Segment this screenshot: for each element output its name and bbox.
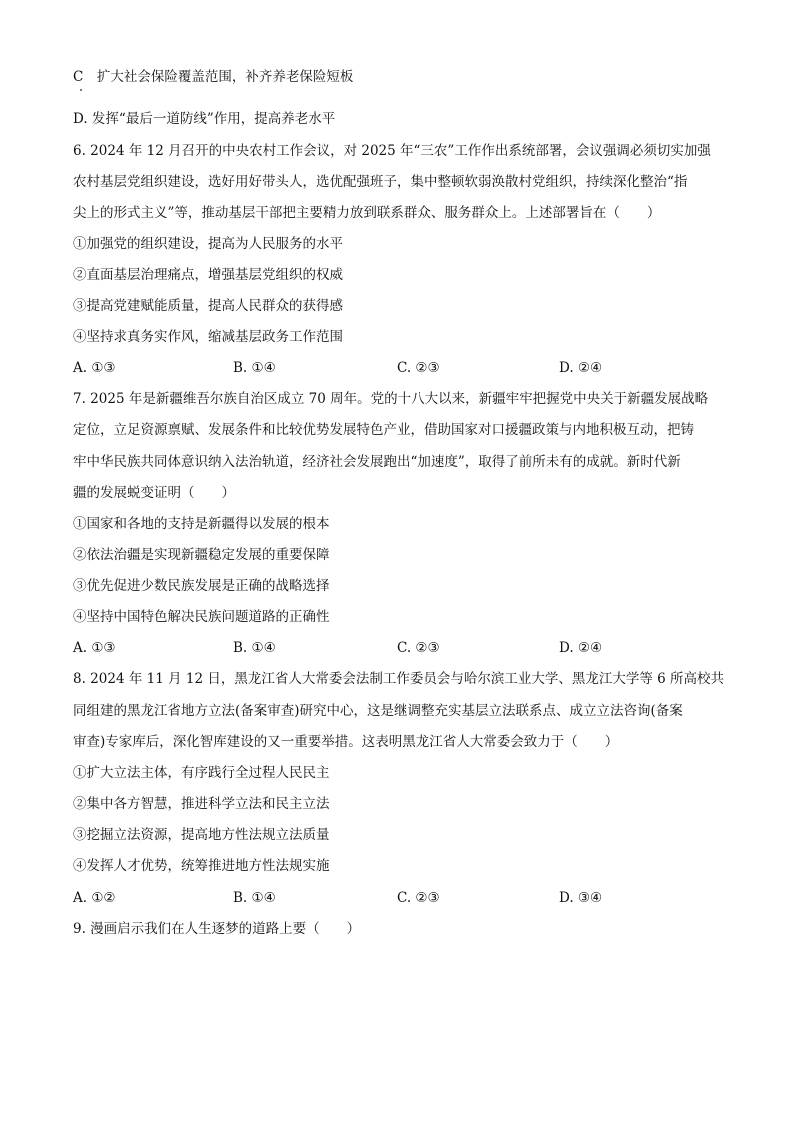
- q6-statement-4: ④坚持求真务实作风，缩减基层政务工作范围: [73, 329, 343, 345]
- q6-option-c[interactable]: C. ②③: [397, 360, 440, 376]
- q7-stem-line: 牢中华民族共同体意识纳入法治轨道，经济社会发展跑出“加速度”，取得了前所未有的成就。新时代新: [73, 454, 681, 470]
- q7-option-b[interactable]: B. ①④: [233, 640, 276, 656]
- q6-stem-line: 农村基层党组织建设，选好用好带头人，选优配强班子，集中整顿软弱涣散村党组织，持续深化整治“指: [73, 174, 688, 190]
- q8-statement-3: ③挖掘立法资源，提高地方性法规立法质量: [73, 827, 330, 843]
- q7-option-a[interactable]: A. ①③: [73, 640, 116, 656]
- q7-stem-line: 定位，立足资源禀赋、发展条件和比较优势发展特色产业，借助国家对口援疆政策与内地积极互动，把铸: [73, 422, 694, 438]
- q8-statement-2: ②集中各方智慧，推进科学立法和民主立法: [73, 796, 330, 812]
- q7-stem-line: 7. 2025 年是新疆维吾尔族自治区成立 70 周年。党的十八大以来，新疆牢牢把握党中央关于新疆发展战略: [73, 391, 709, 407]
- q7-options: [73, 639, 723, 657]
- prev-option-c: C 扩大社会保险覆盖范围，补齐养老保险短板: [73, 69, 354, 85]
- q7-statement-4: ④坚持中国特色解决民族问题道路的正确性: [73, 609, 330, 625]
- q6-option-a[interactable]: A. ①③: [73, 360, 116, 376]
- q8-statement-4: ④发挥人才优势，统筹推进地方性法规实施: [73, 858, 330, 874]
- q8-statement-1: ①扩大立法主体，有序践行全过程人民民主: [73, 765, 330, 781]
- q6-statement-2: ②直面基层治理痛点，增强基层党组织的权威: [73, 267, 343, 283]
- q8-option-b[interactable]: B. ①④: [233, 890, 276, 906]
- q6-statement-3: ③提高党建赋能质量，提高人民群众的获得感: [73, 298, 343, 314]
- q6-option-d[interactable]: D. ②④: [559, 360, 603, 376]
- q8-option-d[interactable]: D. ③④: [559, 890, 603, 906]
- q8-stem-line: 同组建的黑龙江省地方立法(备案审查)研究中心，这是继调整充实基层立法联系点、成立立法咨询(备案: [73, 703, 683, 719]
- q7-stem-line: 疆的发展蜕变证明（ ）: [73, 485, 235, 501]
- q8-stem-line: 审查)专家库后，深化智库建设的又一重要举措。这表明黑龙江省人大常委会致力于（ ）: [73, 734, 619, 750]
- q6-options: [73, 359, 723, 377]
- q6-option-b[interactable]: B. ①④: [233, 360, 276, 376]
- q8-option-c[interactable]: C. ②③: [397, 890, 440, 906]
- q6-stem-line: 6. 2024 年 12 月召开的中央农村工作会议，对 2025 年“三农”工作作出系统部署，会议强调必须切实加强: [73, 143, 711, 159]
- scan-speck: [80, 89, 82, 91]
- q6-stem-line: 尖上的形式主义”等，推动基层干部把主要精力放到联系群众、服务群众上。上述部署旨在（ ）: [73, 205, 661, 221]
- prev-option-d: D. 发挥“最后一道防线”作用，提高养老水平: [73, 111, 336, 127]
- q6-statement-1: ①加强党的组织建设，提高为人民服务的水平: [73, 236, 343, 252]
- q9-stem: 9. 漫画启示我们在人生逐梦的道路上要（ ）: [73, 921, 361, 937]
- q7-statement-3: ③优先促进少数民族发展是正确的战略选择: [73, 578, 330, 594]
- q8-stem-line: 8. 2024 年 11 月 12 日，黑龙江省人大常委会法制工作委员会与哈尔滨工业大学、黑龙江大学等 6 所高校共: [73, 671, 725, 687]
- q8-option-a[interactable]: A. ①②: [73, 890, 116, 906]
- q7-option-c[interactable]: C. ②③: [397, 640, 440, 656]
- q7-statement-2: ②依法治疆是实现新疆稳定发展的重要保障: [73, 547, 330, 563]
- q8-options: [73, 889, 723, 907]
- q7-statement-1: ①国家和各地的支持是新疆得以发展的根本: [73, 516, 330, 532]
- q7-option-d[interactable]: D. ②④: [559, 640, 603, 656]
